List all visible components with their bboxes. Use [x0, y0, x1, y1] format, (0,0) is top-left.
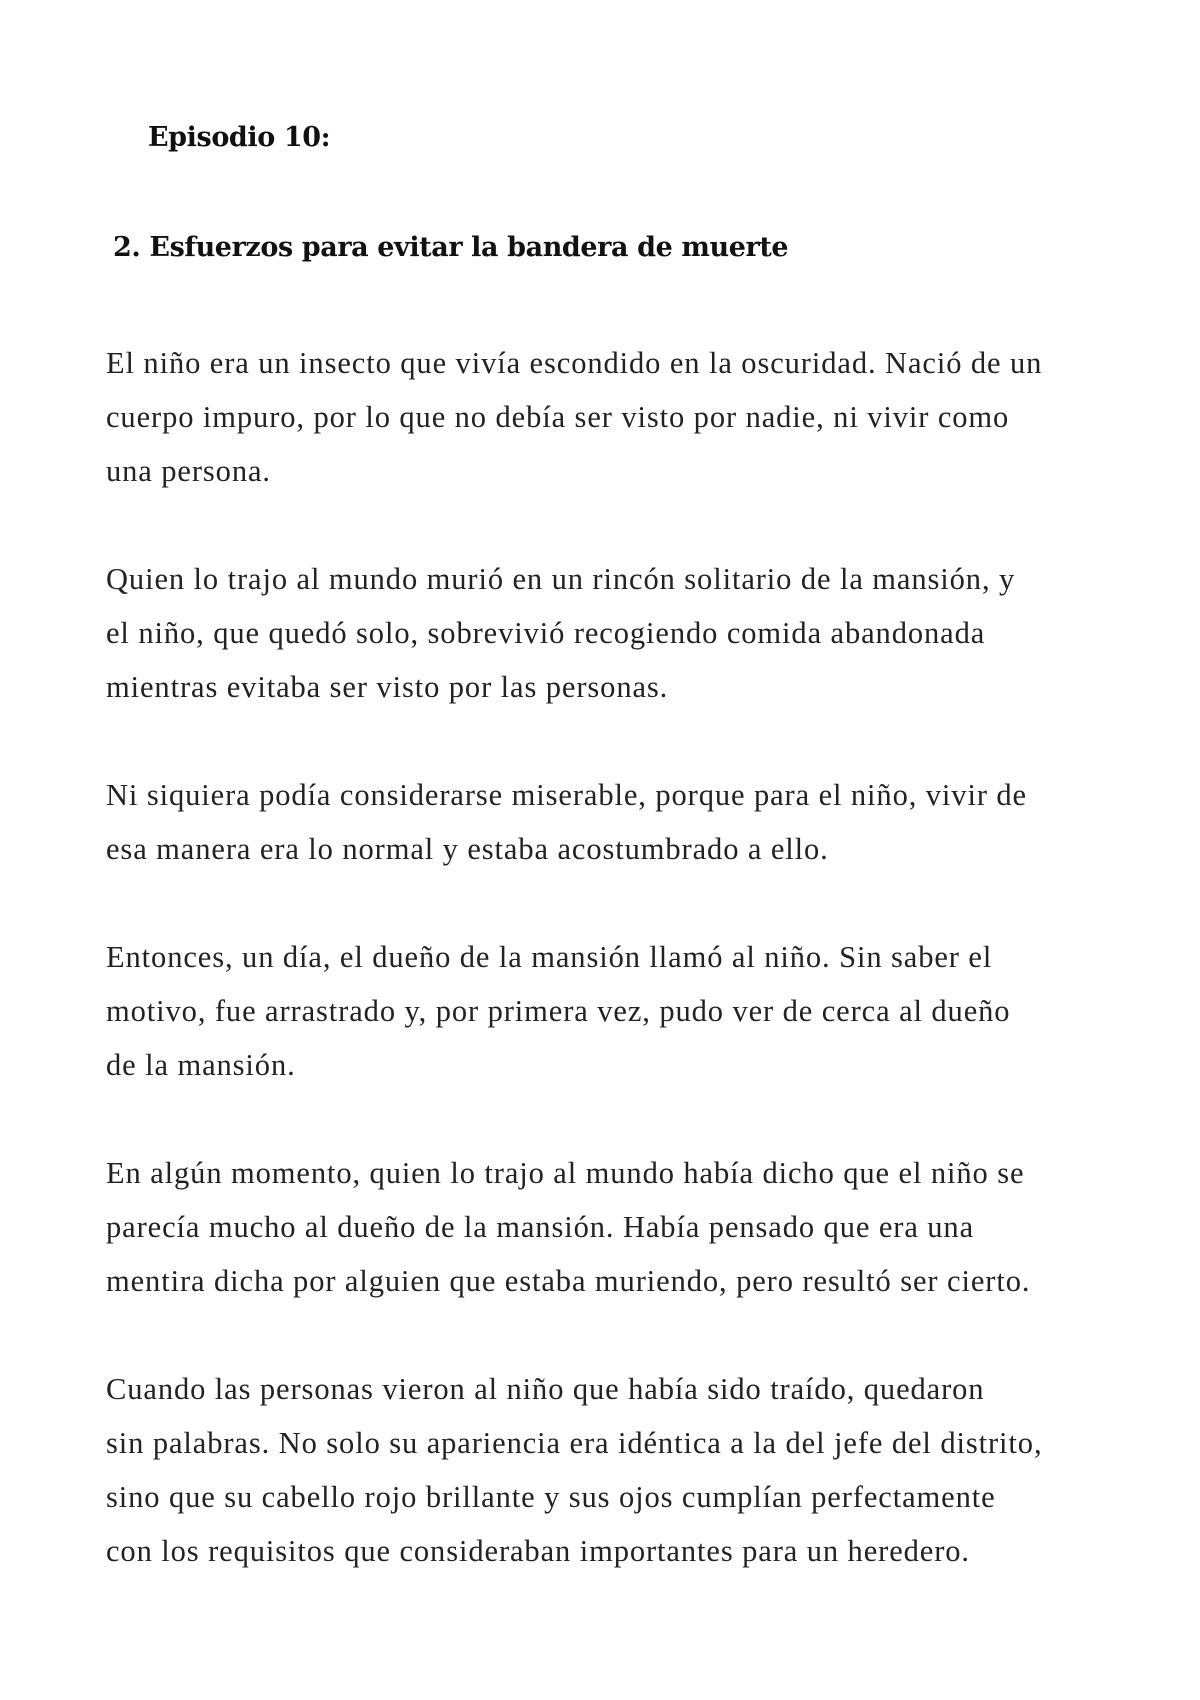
paragraph-4: [106, 930, 1106, 1092]
text-line: mentira dicha por alguien que estaba muriendo, pero resultó ser cierto.: [106, 1264, 1031, 1298]
text-line: esa manera era lo normal y estaba acostumbrado a ello.: [106, 832, 829, 866]
story-body: [106, 336, 1106, 1632]
text-line: de la mansión.: [106, 1048, 296, 1082]
chapter-title: 2. Esfuerzos para evitar la bandera de muerte: [113, 232, 789, 263]
paragraph-6: [106, 1362, 1106, 1578]
text-line: parecía mucho al dueño de la mansión. Había pensado que era una: [106, 1210, 975, 1244]
paragraph-1: [106, 336, 1106, 498]
text-line: cuerpo impuro, por lo que no debía ser visto por nadie, ni vivir como: [106, 400, 1010, 434]
paragraph-5: [106, 1146, 1106, 1308]
paragraph-3: [106, 768, 1106, 876]
text-line: sino que su cabello rojo brillante y sus ojos cumplían perfectamente: [106, 1480, 996, 1514]
text-line: motivo, fue arrastrado y, por primera vez, pudo ver de cerca al dueño: [106, 994, 1011, 1028]
text-line: Ni siquiera podía considerarse miserable, porque para el niño, vivir de: [106, 778, 1027, 812]
text-line: Quien lo trajo al mundo murió en un rincón solitario de la mansión, y: [106, 562, 1016, 596]
paragraph-2: [106, 552, 1106, 714]
text-line: sin palabras. No solo su apariencia era idéntica a la del jefe del distrito,: [106, 1426, 1043, 1460]
text-line: En algún momento, quien lo trajo al mundo había dicho que el niño se: [106, 1156, 1025, 1190]
text-line: con los requisitos que consideraban importantes para un heredero.: [106, 1534, 970, 1568]
text-line: el niño, que quedó solo, sobrevivió recogiendo comida abandonada: [106, 616, 986, 650]
episode-title: Episodio 10:: [148, 122, 331, 153]
text-line: El niño era un insecto que vivía escondido en la oscuridad. Nació de un: [106, 346, 1043, 380]
text-line: Entonces, un día, el dueño de la mansión llamó al niño. Sin saber el: [106, 940, 993, 974]
text-line: una persona.: [106, 454, 271, 488]
text-line: mientras evitaba ser visto por las personas.: [106, 670, 669, 704]
text-line: Cuando las personas vieron al niño que había sido traído, quedaron: [106, 1372, 985, 1406]
